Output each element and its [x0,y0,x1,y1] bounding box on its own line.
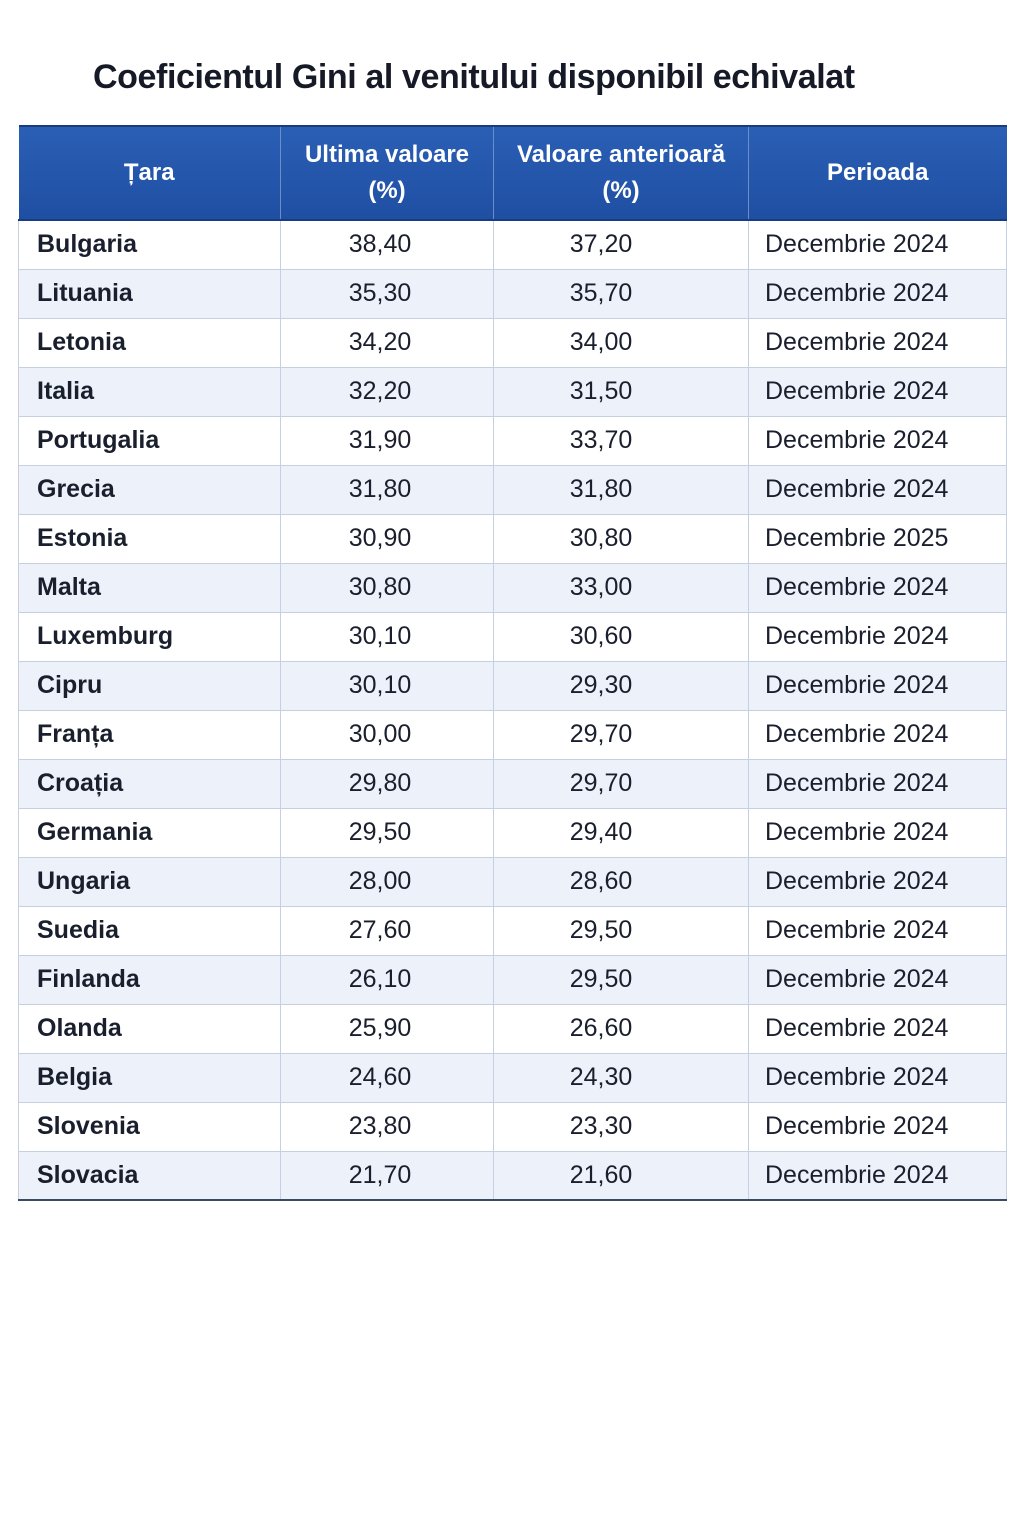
cell-period: Decembrie 2024 [749,955,1007,1004]
cell-period: Decembrie 2024 [749,1151,1007,1200]
cell-period: Decembrie 2024 [749,906,1007,955]
cell-last-value: 25,90 [281,1004,494,1053]
gini-table [18,125,1007,1201]
table-row [19,906,1007,955]
header-country[interactable]: Țara [19,126,281,220]
cell-period: Decembrie 2024 [749,808,1007,857]
cell-period: Decembrie 2024 [749,710,1007,759]
cell-last-value: 34,20 [281,318,494,367]
cell-last-value: 38,40 [281,220,494,269]
cell-country: Grecia [19,465,281,514]
cell-last-value: 28,00 [281,857,494,906]
cell-previous-value: 29,50 [494,906,749,955]
cell-last-value: 31,90 [281,416,494,465]
table-row [19,367,1007,416]
cell-previous-value: 35,70 [494,269,749,318]
cell-country: Estonia [19,514,281,563]
cell-period: Decembrie 2024 [749,1053,1007,1102]
cell-last-value: 30,00 [281,710,494,759]
cell-previous-value: 21,60 [494,1151,749,1200]
cell-previous-value: 28,60 [494,857,749,906]
header-last-value[interactable]: Ultima valoare (%) [281,126,494,220]
cell-country: Luxemburg [19,612,281,661]
table-row [19,955,1007,1004]
table-row [19,1151,1007,1200]
cell-last-value: 31,80 [281,465,494,514]
table-row [19,318,1007,367]
table-header [19,126,1007,220]
cell-period: Decembrie 2024 [749,1004,1007,1053]
cell-last-value: 30,80 [281,563,494,612]
cell-period: Decembrie 2024 [749,612,1007,661]
header-row [19,126,1007,220]
cell-country: Cipru [19,661,281,710]
cell-period: Decembrie 2024 [749,367,1007,416]
cell-previous-value: 29,40 [494,808,749,857]
cell-last-value: 35,30 [281,269,494,318]
cell-country: Portugalia [19,416,281,465]
cell-period: Decembrie 2024 [749,759,1007,808]
cell-country: Bulgaria [19,220,281,269]
cell-last-value: 26,10 [281,955,494,1004]
cell-country: Letonia [19,318,281,367]
cell-previous-value: 29,30 [494,661,749,710]
cell-period: Decembrie 2024 [749,269,1007,318]
cell-last-value: 30,90 [281,514,494,563]
cell-last-value: 27,60 [281,906,494,955]
cell-previous-value: 34,00 [494,318,749,367]
cell-last-value: 30,10 [281,661,494,710]
cell-period: Decembrie 2024 [749,465,1007,514]
table-row [19,661,1007,710]
table-row [19,612,1007,661]
table-row [19,465,1007,514]
table-row [19,710,1007,759]
cell-previous-value: 29,50 [494,955,749,1004]
cell-period: Decembrie 2024 [749,563,1007,612]
cell-previous-value: 23,30 [494,1102,749,1151]
table-row [19,269,1007,318]
cell-country: Malta [19,563,281,612]
cell-country: Germania [19,808,281,857]
cell-period: Decembrie 2024 [749,1102,1007,1151]
cell-last-value: 21,70 [281,1151,494,1200]
table-row [19,808,1007,857]
cell-previous-value: 30,60 [494,612,749,661]
table-row [19,416,1007,465]
cell-country: Finlanda [19,955,281,1004]
cell-country: Croația [19,759,281,808]
cell-country: Slovacia [19,1151,281,1200]
cell-last-value: 32,20 [281,367,494,416]
cell-last-value: 23,80 [281,1102,494,1151]
cell-previous-value: 31,80 [494,465,749,514]
table-row [19,857,1007,906]
cell-period: Decembrie 2024 [749,220,1007,269]
table-row [19,220,1007,269]
cell-period: Decembrie 2025 [749,514,1007,563]
cell-country: Lituania [19,269,281,318]
cell-period: Decembrie 2024 [749,416,1007,465]
cell-previous-value: 29,70 [494,759,749,808]
cell-last-value: 29,50 [281,808,494,857]
cell-previous-value: 29,70 [494,710,749,759]
table-row [19,759,1007,808]
cell-previous-value: 24,30 [494,1053,749,1102]
cell-previous-value: 31,50 [494,367,749,416]
table-row [19,1004,1007,1053]
cell-country: Ungaria [19,857,281,906]
page-title: Coeficientul Gini al venitului disponibil echivalat [93,58,855,96]
table-row [19,563,1007,612]
table-row [19,1053,1007,1102]
cell-country: Franța [19,710,281,759]
cell-previous-value: 26,60 [494,1004,749,1053]
header-period[interactable]: Perioada [749,126,1007,220]
cell-period: Decembrie 2024 [749,318,1007,367]
cell-period: Decembrie 2024 [749,661,1007,710]
cell-period: Decembrie 2024 [749,857,1007,906]
cell-previous-value: 33,70 [494,416,749,465]
cell-last-value: 30,10 [281,612,494,661]
cell-previous-value: 33,00 [494,563,749,612]
cell-previous-value: 30,80 [494,514,749,563]
header-previous-value[interactable]: Valoare anterioară (%) [494,126,749,220]
table-row [19,1102,1007,1151]
table-body [19,220,1007,1200]
cell-last-value: 29,80 [281,759,494,808]
cell-previous-value: 37,20 [494,220,749,269]
cell-country: Italia [19,367,281,416]
cell-country: Slovenia [19,1102,281,1151]
cell-country: Belgia [19,1053,281,1102]
cell-country: Suedia [19,906,281,955]
cell-country: Olanda [19,1004,281,1053]
table-row [19,514,1007,563]
cell-last-value: 24,60 [281,1053,494,1102]
